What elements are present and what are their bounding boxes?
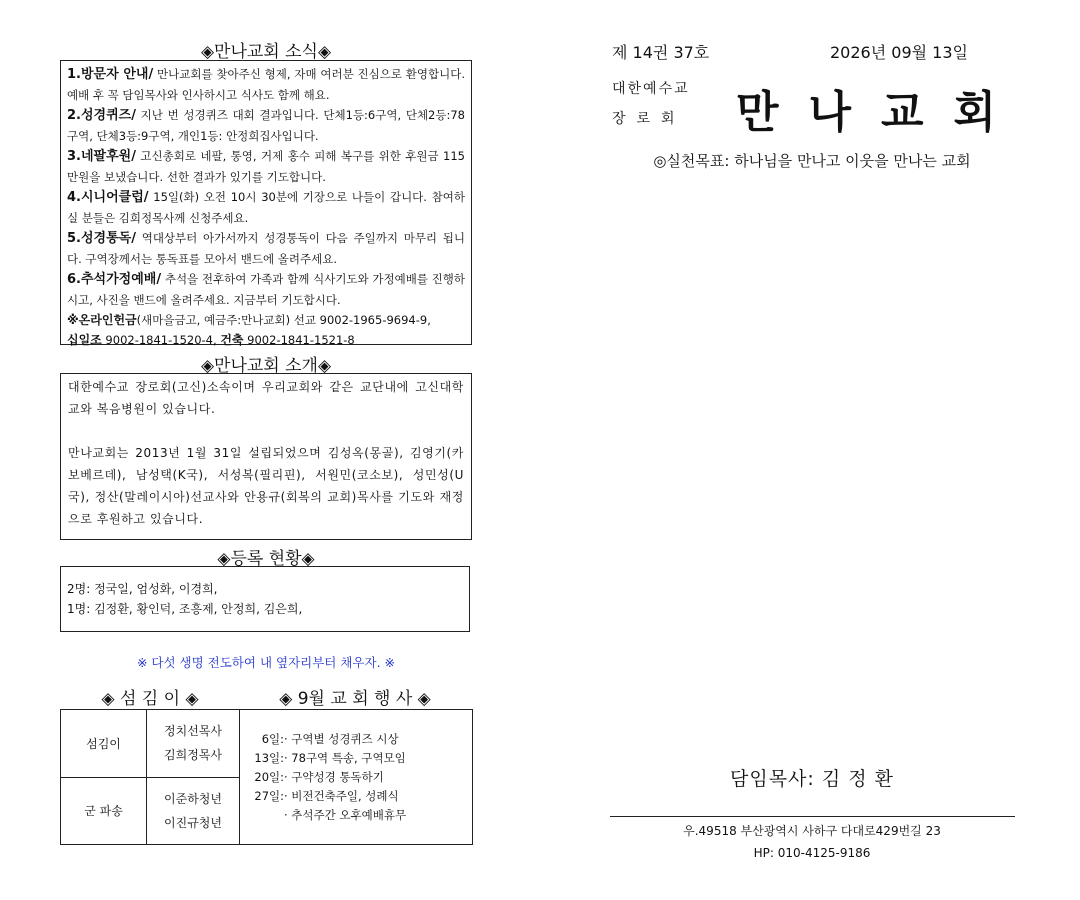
- building-account: 9002-1841-1521-8: [243, 333, 355, 347]
- offering-body: (새마을금고, 예금주:만나교회) 선교 9002-1965-9694-9,: [136, 313, 431, 327]
- tithe-head: 십일조: [67, 333, 102, 347]
- news-item: [67, 146, 465, 187]
- event-row: [246, 787, 472, 806]
- news-box: [60, 60, 472, 345]
- intro-box: [60, 373, 472, 540]
- event-day: 6일:: [261, 731, 284, 746]
- duty-name: 이준하청년: [164, 791, 222, 806]
- event-day: 27일:: [254, 788, 284, 803]
- offering-head: ※온라인헌금: [67, 313, 137, 327]
- senior-pastor: 담임목사: 김 정 환: [730, 768, 894, 790]
- news-item-heading: 5.성경통독/: [67, 231, 136, 246]
- news-item-body: 지난 번 성경퀴즈 대회 결과입니다. 단체1등:6구역, 단체2등:78구역, 단체3등:9구역, 개인1등: 안정희집사입니다.: [67, 108, 465, 143]
- registration-line-1: 2명: 정국일, 엄성화, 이경희,: [67, 582, 218, 596]
- event-text: · 구약성경 통독하기: [284, 769, 384, 784]
- news-section-title: ◈만나교회 소식◈: [200, 42, 332, 62]
- phone: HP: 010-4125-9186: [753, 846, 871, 860]
- duty-row1-label: 섬김이: [61, 710, 147, 778]
- issue-number: 제 14권 37호: [612, 43, 710, 62]
- offering-line-1: [67, 310, 465, 330]
- event-text: · 추석주간 오후예배휴무: [284, 807, 407, 822]
- event-text: · 비전건축주일, 성례식: [284, 788, 399, 803]
- duty-section-title: ◈ 섬 김 이 ◈: [101, 689, 199, 709]
- duty-name: 이진규청년: [164, 815, 222, 830]
- divider: [610, 816, 1015, 817]
- duty-name: 정치선목사: [164, 724, 222, 739]
- news-list: [67, 64, 465, 310]
- intro-section-title: ◈만나교회 소개◈: [200, 356, 332, 376]
- event-row: [246, 768, 472, 787]
- duty-row2-names: [147, 777, 240, 845]
- news-item: [67, 269, 465, 310]
- building-head: 건축: [220, 333, 244, 347]
- news-item-body: 역대상부터 아가서까지 성경통독이 다음 주일까지 마무리 됩니다. 구역장께서는 통독표를 모아서 밴드에 올려주세요.: [67, 231, 465, 266]
- intro-paragraph-1: 대한예수교 장로회(고신)소속이며 우리교회와 같은 교단내에 고신대학교와 복음병원이 있습니다.: [68, 380, 464, 416]
- duty-name: 김희정목사: [164, 748, 222, 763]
- denomination: 대한예수교: [612, 81, 690, 97]
- news-item: [67, 228, 465, 269]
- duty-row2-label: 군 파송: [61, 777, 147, 845]
- news-item-heading: 6.추석가정예배/: [67, 272, 162, 287]
- event-row: [246, 806, 472, 825]
- news-item-body: 만나교회를 찾아주신 형제, 자매 여러분 진심으로 환영합니다. 예배 후 꼭 담임목사와 인사하시고 식사도 함께 해요.: [67, 67, 465, 102]
- motto: ◎실천목표: 하나님을 만나고 이웃을 만나는 교회: [653, 152, 971, 170]
- event-text: · 구역별 성경퀴즈 시상: [284, 731, 399, 746]
- event-day: 13일:: [254, 750, 284, 765]
- registration-section-title: ◈등록 현황◈: [217, 549, 315, 569]
- registration-box: [60, 566, 470, 632]
- news-item-heading: 1.방문자 안내/: [67, 67, 154, 82]
- event-row: [246, 730, 472, 749]
- news-item-body: 고신총회로 네팔, 통영, 거제 홍수 피해 복구를 위한 후원금 115만원을 보냈습니다. 선한 결과가 있기를 기도합니다.: [67, 149, 465, 184]
- event-text: · 78구역 특송, 구역모임: [284, 750, 406, 765]
- intro-paragraph-2: 만나교회는 2013년 1월 31일 설립되었으며 김성옥(몽골), 김영기(카보베르데), 남성택(K국), 서성복(필리핀), 서원민(코소보), 성민성(U국), 정산(말레이시아)선교사와 안용규(회복의 교회)목사를 기도와 재정으로 후원하고 있습니다.: [68, 446, 464, 526]
- elder-label: 장로회: [612, 111, 686, 127]
- news-item-heading: 3.네팔후원/: [67, 149, 136, 164]
- news-item-heading: 2.성경퀴즈/: [67, 108, 136, 123]
- news-item-body: 15일(화) 오전 10시 30분에 기장으로 나들이 갑니다. 참여하실 분들은 김희정목사께 신청주세요.: [67, 190, 465, 225]
- duty-events-table: [60, 709, 473, 845]
- news-item: [67, 105, 465, 146]
- evangelism-slogan: ※ 다섯 생명 전도하여 내 옆자리부터 채우자. ※: [136, 655, 395, 670]
- duty-row1-names: [147, 710, 240, 778]
- issue-date: 2026년 09월 13일: [830, 43, 968, 62]
- tithe-account: 9002-1841-1520-4,: [101, 333, 221, 347]
- events-cell: [240, 710, 473, 845]
- news-item-body: 추석을 전후하여 가족과 함께 식사기도와 가정예배를 진행하시고, 사진을 밴드에 올려주세요. 지금부터 기도합시다.: [67, 272, 465, 307]
- events-list: [246, 730, 472, 825]
- registration-line-2: 1명: 김정환, 황인덕, 조흥제, 안정희, 김은희,: [67, 602, 303, 616]
- offering-line-2: [67, 330, 465, 350]
- events-section-title: ◈ 9월 교 회 행 사 ◈: [279, 689, 431, 709]
- church-name: 만나교회: [736, 87, 1027, 138]
- news-item-heading: 4.시니어클럽/: [67, 190, 149, 205]
- event-day: 20일:: [254, 769, 284, 784]
- news-item: [67, 187, 465, 228]
- news-item: [67, 64, 465, 105]
- event-row: [246, 749, 472, 768]
- address: 우.49518 부산광역시 사하구 다대로429번길 23: [683, 824, 941, 838]
